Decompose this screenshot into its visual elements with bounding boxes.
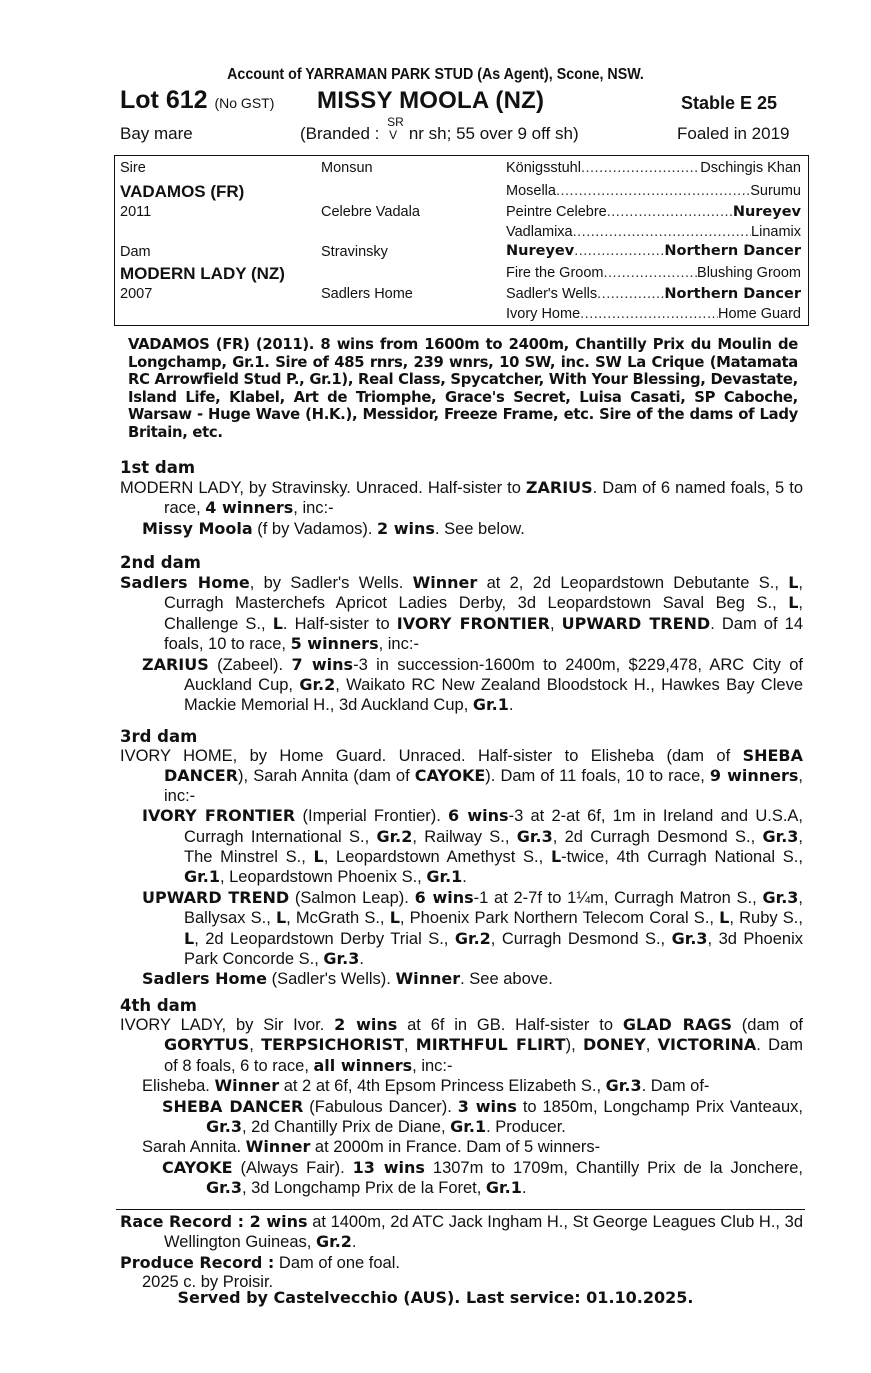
- brand-prefix: (Branded :: [300, 124, 385, 143]
- lot-label: Lot 612: [120, 86, 208, 114]
- grandparent-name: Ivory Home: [506, 306, 581, 322]
- text-run: at 2, 2d Leopardstown Debutante S.,: [477, 574, 789, 592]
- bold-run: L: [389, 908, 400, 928]
- pedigree-grandparent-row: [506, 243, 801, 259]
- bold-run: 6 wins: [414, 887, 474, 907]
- leader-dots: [574, 243, 664, 259]
- great-grandparent-name: Surumu: [750, 183, 801, 199]
- fourth-dam-para: [120, 1015, 803, 1076]
- text-run: . See above.: [460, 970, 553, 989]
- bold-run: CAYOKE: [162, 1157, 233, 1177]
- bold-run: Gr.2: [454, 928, 491, 948]
- text-run: . Half-sister to: [282, 614, 397, 633]
- bold-run: Gr.3: [762, 887, 799, 907]
- text-run: , inc:-: [164, 767, 804, 805]
- bold-run: Gr.3: [762, 826, 799, 846]
- bold-run: L: [719, 908, 730, 928]
- text-run: .: [521, 1179, 527, 1198]
- first-dam-progeny: [120, 519, 803, 539]
- text-run: ,: [249, 1036, 262, 1055]
- text-run: , Leopardstown Amethyst S.,: [323, 848, 551, 867]
- great-grandparent-name: Home Guard: [717, 306, 801, 322]
- bold-run: SHEBA DANCER: [164, 746, 803, 786]
- brand-mark: [384, 115, 404, 142]
- third-dam-section: [120, 746, 803, 990]
- text-run: (Always Fair).: [232, 1158, 353, 1177]
- brand-description: [300, 115, 579, 144]
- text-run: (Sadler's Wells).: [267, 970, 396, 989]
- brand-bottom: V: [389, 128, 398, 142]
- first-dam-section: [120, 478, 803, 539]
- gst-note: (No GST): [214, 95, 275, 111]
- fourth-dam-grandprogeny-1: [120, 1097, 803, 1138]
- produce-record: [120, 1253, 803, 1273]
- bold-run: L: [275, 908, 287, 928]
- bold-run: Gr.1: [426, 867, 463, 887]
- text-run: ,: [403, 1036, 416, 1055]
- leader-dots: [597, 286, 664, 302]
- third-dam-progeny-1: [120, 806, 803, 888]
- text-run: ,: [549, 614, 562, 633]
- text-run: .: [508, 696, 514, 715]
- pedigree-grandparent-row: [506, 286, 801, 302]
- bold-run: UPWARD TREND: [142, 887, 290, 907]
- bold-run: Winner: [412, 573, 478, 592]
- pedigree-grandparent-row: [506, 204, 801, 220]
- sire-sire: Monsun: [321, 160, 373, 176]
- bold-run: IVORY FRONTIER: [142, 806, 296, 826]
- grandparent-name: Fire the Groom: [506, 265, 604, 281]
- bold-run: 2 wins: [334, 1015, 398, 1034]
- race-record: [120, 1212, 803, 1253]
- sire-summary: VADAMOS (FR) (2011). 8 wins from 1600m to 2400m, Chantilly Prix du Moulin de Longchamp, Gr.1. Sire of 485 rnrs, 239 wnrs, 10 SW, inc. SW La Crique (Matamata RC Arrowfield Stud P., Gr.1), Real Class, Spycatcher, With Your Blessing, Devastate, Island Life, Klabel, Art de Triomphe, Grace's Secret, Luisa Casati, SP Caboche, Warsaw - Huge Wave (H.K.), Messidor, Freeze Frame, etc. Sire of the dams of Lady Britain, etc.: [128, 336, 798, 441]
- text-run: , Curragh Masterchefs Apricot Ladies Derby, 3d Leopardstown Saval Beg S.,: [164, 574, 803, 613]
- text-run: Sarah Annita.: [142, 1138, 246, 1157]
- text-run: -3 at 2-at 6f, 1m in Ireland and U.S.A, Curragh International S.,: [184, 807, 803, 846]
- bold-run: Winner: [245, 1137, 311, 1157]
- text-run: IVORY LADY, by Sir Ivor.: [120, 1016, 335, 1034]
- text-run: , Railway S.,: [412, 827, 517, 846]
- second-dam-para: [120, 573, 803, 655]
- text-run: .: [462, 868, 467, 887]
- bold-run: Gr.1: [450, 1117, 487, 1137]
- text-run: , by Sadler's Wells.: [249, 574, 413, 592]
- pedigree-grandparent-row: [506, 160, 801, 176]
- fourth-dam-progeny-1: [120, 1076, 803, 1096]
- text-run: , The Minstrel S.,: [184, 827, 803, 867]
- sire-dam: Celebre Vadala: [321, 204, 420, 220]
- bold-run: L: [788, 573, 799, 592]
- bold-run: Gr.3: [323, 949, 360, 969]
- leader-dots: [580, 306, 718, 322]
- sire-label: Sire: [120, 160, 146, 176]
- first-dam-para: [120, 478, 803, 519]
- great-grandparent-name: Northern Dancer: [664, 243, 801, 259]
- bold-run: Sadlers Home: [142, 969, 267, 989]
- dam-name: MODERN LADY (NZ): [120, 264, 285, 283]
- text-run: (Imperial Frontier).: [295, 807, 449, 826]
- text-run: . Dam of 14 foals, 10 to race,: [164, 614, 804, 654]
- bold-run: Gr.3: [206, 1117, 242, 1137]
- produce-foal: 2025 c. by Proisir.: [142, 1273, 274, 1292]
- records-section: [120, 1212, 803, 1293]
- section-divider: [116, 1209, 805, 1210]
- grandparent-name: Königsstuhl: [506, 160, 581, 176]
- bold-run: Gr.2: [315, 1232, 352, 1252]
- bold-run: DONEY: [582, 1035, 646, 1055]
- text-run: at 2000m in France. Dam of 5 winners-: [310, 1138, 601, 1157]
- third-dam-progeny-3: [120, 969, 803, 989]
- great-grandparent-name: Linamix: [751, 224, 801, 240]
- bold-run: Missy Moola: [142, 518, 253, 538]
- great-grandparent-name: Northern Dancer: [664, 286, 801, 302]
- second-dam-section: [120, 573, 803, 716]
- sire-name: VADAMOS (FR): [120, 182, 245, 201]
- pedigree-grandparent-row: [506, 265, 801, 281]
- text-run: , 3d Longchamp Prix de la Foret,: [241, 1179, 486, 1198]
- bold-run: 7 wins: [291, 654, 354, 674]
- bold-run: Gr.2: [299, 675, 336, 695]
- text-run: . Dam of 8 foals, 6 to race,: [164, 1036, 804, 1075]
- text-run: to 1850m, Longchamp Prix Vanteaux,: [516, 1097, 803, 1116]
- bold-run: 5 winners: [290, 634, 379, 654]
- bold-run: 13 wins: [352, 1157, 425, 1177]
- first-dam-heading: 1st dam: [120, 458, 196, 477]
- bold-run: Gr.2: [376, 826, 413, 846]
- text-run: -twice, 4th Curragh National S.,: [561, 848, 803, 867]
- dam-sire: Stravinsky: [321, 244, 388, 260]
- grandparent-name: Sadler's Wells: [506, 286, 598, 302]
- bold-run: ZARIUS: [142, 654, 209, 674]
- grandparent-name: Nureyev: [506, 243, 575, 259]
- text-run: ,: [645, 1036, 658, 1055]
- text-run: ). Dam of 11 foals, 10 to race,: [485, 767, 710, 786]
- text-run: , Ballysax S.,: [184, 888, 803, 928]
- leader-dots: [604, 265, 698, 281]
- sire-year: 2011: [120, 204, 152, 220]
- bold-run: L: [184, 928, 195, 948]
- text-run: . Dam of 6 named foals, 5 to race,: [164, 479, 803, 518]
- bold-run: UPWARD TREND: [561, 613, 711, 633]
- great-grandparent-name: Blushing Groom: [697, 265, 801, 281]
- leader-dots: [607, 204, 733, 220]
- text-run: at 2 at 6f, 4th Epsom Princess Elizabeth S.,: [279, 1077, 606, 1096]
- leader-dots: [573, 224, 751, 240]
- text-run: (dam of: [731, 1016, 803, 1034]
- bold-run: Produce Record :: [120, 1252, 275, 1272]
- third-dam-heading: 3rd dam: [120, 727, 198, 746]
- fourth-dam-progeny-2: [120, 1137, 803, 1157]
- pedigree-grandparent-row: [506, 183, 801, 199]
- bold-run: Gr.3: [671, 928, 708, 948]
- grandparent-name: Vadlamixa: [506, 224, 573, 240]
- text-run: (Fabulous Dancer).: [303, 1097, 458, 1116]
- horse-sex: Bay mare: [120, 124, 193, 143]
- text-run: (f by Vadamos).: [252, 519, 378, 538]
- second-dam-progeny: [120, 655, 803, 716]
- bold-run: all winners: [313, 1055, 413, 1075]
- bold-run: Gr.3: [516, 826, 553, 846]
- bold-run: CAYOKE: [414, 766, 486, 786]
- fourth-dam-section: [120, 1015, 803, 1199]
- text-run: , Leopardstown Phoenix S.,: [219, 868, 427, 887]
- bold-run: L: [550, 847, 562, 867]
- fourth-dam-heading: 4th dam: [120, 996, 197, 1015]
- leader-dots: [581, 160, 700, 176]
- text-run: at 1400m, 2d ATC Jack Ingham H., St George Leagues Club H., 3d Wellington Guineas,: [164, 1213, 803, 1252]
- text-run: , Waikato RC New Zealand Bloodstock H., Hawkes Bay Cleve Mackie Memorial H., 3d Auckland Cup,: [184, 676, 803, 715]
- bold-run: Winner: [214, 1076, 280, 1096]
- text-run: , 2d Curragh Desmond S.,: [552, 827, 763, 846]
- brand-suffix: nr sh; 55 over 9 off sh): [404, 124, 579, 143]
- bold-run: 3 wins: [457, 1096, 517, 1116]
- text-run: , inc:-: [412, 1056, 453, 1075]
- text-run: at 6f in GB. Half-sister to: [397, 1016, 623, 1034]
- text-run: , 3d Phoenix Park Concorde S.,: [184, 929, 803, 969]
- fourth-dam-grandprogeny-2: [120, 1158, 803, 1199]
- bold-run: IVORY FRONTIER: [396, 613, 550, 633]
- leader-dots: [556, 183, 750, 199]
- second-dam-heading: 2nd dam: [120, 553, 201, 572]
- text-run: . Producer.: [486, 1118, 566, 1137]
- text-run: MODERN LADY, by Stravinsky. Unraced. Half-sister to: [120, 479, 526, 497]
- vendor-account-line: Account of YARRAMAN PARK STUD (As Agent), Scone, NSW.: [227, 66, 644, 83]
- bold-run: L: [313, 847, 324, 867]
- lot-number: [120, 86, 274, 115]
- text-run: . See below.: [434, 519, 525, 538]
- text-run: .: [351, 1233, 357, 1252]
- bold-run: Gr.1: [485, 1178, 522, 1198]
- bold-run: Gr.3: [605, 1076, 642, 1096]
- text-run: , Ruby S.,: [729, 909, 803, 928]
- brand-top: SR: [387, 115, 404, 129]
- bold-run: 4 winners: [205, 498, 294, 518]
- served-note: Served by Castelvecchio (AUS). Last service: 01.10.2025.: [177, 1288, 694, 1307]
- text-run: ), Sarah Annita (dam of: [238, 767, 415, 786]
- text-run: , 2d Chantilly Prix de Diane,: [241, 1118, 451, 1137]
- text-run: . Dam of-: [641, 1077, 710, 1096]
- text-run: , Curragh Desmond S.,: [490, 929, 672, 948]
- great-grandparent-name: Nureyev: [732, 204, 801, 220]
- third-dam-para: [120, 746, 803, 806]
- pedigree-grandparent-row: [506, 224, 801, 240]
- dam-year: 2007: [120, 286, 153, 302]
- bold-run: 9 winners: [709, 766, 799, 786]
- bold-run: SHEBA DANCER: [162, 1096, 304, 1116]
- bold-run: Gr.1: [184, 867, 220, 887]
- bold-run: GORYTUS: [164, 1035, 250, 1055]
- bold-run: Gr.3: [206, 1178, 242, 1198]
- third-dam-progeny-2: [120, 888, 803, 970]
- text-run: , 2d Leopardstown Derby Trial S.,: [194, 929, 455, 948]
- dam-dam: Sadlers Home: [321, 286, 413, 302]
- text-run: , McGrath S.,: [286, 909, 390, 928]
- text-run: (Salmon Leap).: [289, 888, 415, 907]
- bold-run: Race Record : 2 wins: [120, 1212, 308, 1231]
- bold-run: MIRTHFUL FLIRT: [415, 1035, 566, 1055]
- text-run: , Phoenix Park Northern Telecom Coral S.,: [399, 909, 720, 928]
- bold-run: Sadlers Home: [120, 573, 250, 592]
- bold-run: VICTORINA: [657, 1035, 757, 1055]
- text-run: Dam of one foal.: [274, 1253, 400, 1272]
- great-grandparent-name: Dschingis Khan: [700, 160, 801, 176]
- bold-run: 6 wins: [448, 806, 509, 826]
- pedigree-grandparent-row: [506, 306, 801, 322]
- bold-run: GLAD RAGS: [622, 1015, 732, 1034]
- bold-run: Gr.1: [472, 695, 509, 715]
- text-run: , inc:-: [378, 635, 419, 654]
- text-run: (Zabeel).: [208, 655, 292, 674]
- bold-run: Winner: [395, 969, 461, 989]
- bold-run: ZARIUS: [525, 478, 593, 497]
- text-run: -1 at 2-7f to 1¼m, Curragh Matron S.,: [473, 888, 763, 907]
- horse-name: MISSY MOOLA (NZ): [317, 87, 545, 114]
- text-run: -3 in succession-1600m to 2400m, $229,478, ARC City of Auckland Cup,: [184, 655, 803, 695]
- text-run: IVORY HOME, by Home Guard. Unraced. Half-sister to Elisheba (dam of: [120, 747, 743, 765]
- bold-run: L: [272, 613, 283, 633]
- text-run: Elisheba.: [142, 1077, 215, 1096]
- grandparent-name: Peintre Celebre: [506, 204, 607, 220]
- text-run: , Challenge S.,: [164, 594, 803, 633]
- bold-run: L: [788, 593, 799, 613]
- foaled-year: Foaled in 2019: [677, 124, 790, 143]
- text-run: .: [359, 950, 364, 969]
- text-run: , inc:-: [293, 499, 334, 518]
- stable-location: Stable E 25: [681, 93, 778, 113]
- text-run: ),: [565, 1036, 583, 1055]
- grandparent-name: Mosella: [506, 183, 556, 199]
- dam-label: Dam: [120, 244, 151, 260]
- bold-run: TERPSICHORIST: [261, 1035, 404, 1055]
- bold-run: 2 wins: [377, 518, 435, 538]
- text-run: 1307m to 1709m, Chantilly Prix de la Jonchere,: [424, 1158, 803, 1177]
